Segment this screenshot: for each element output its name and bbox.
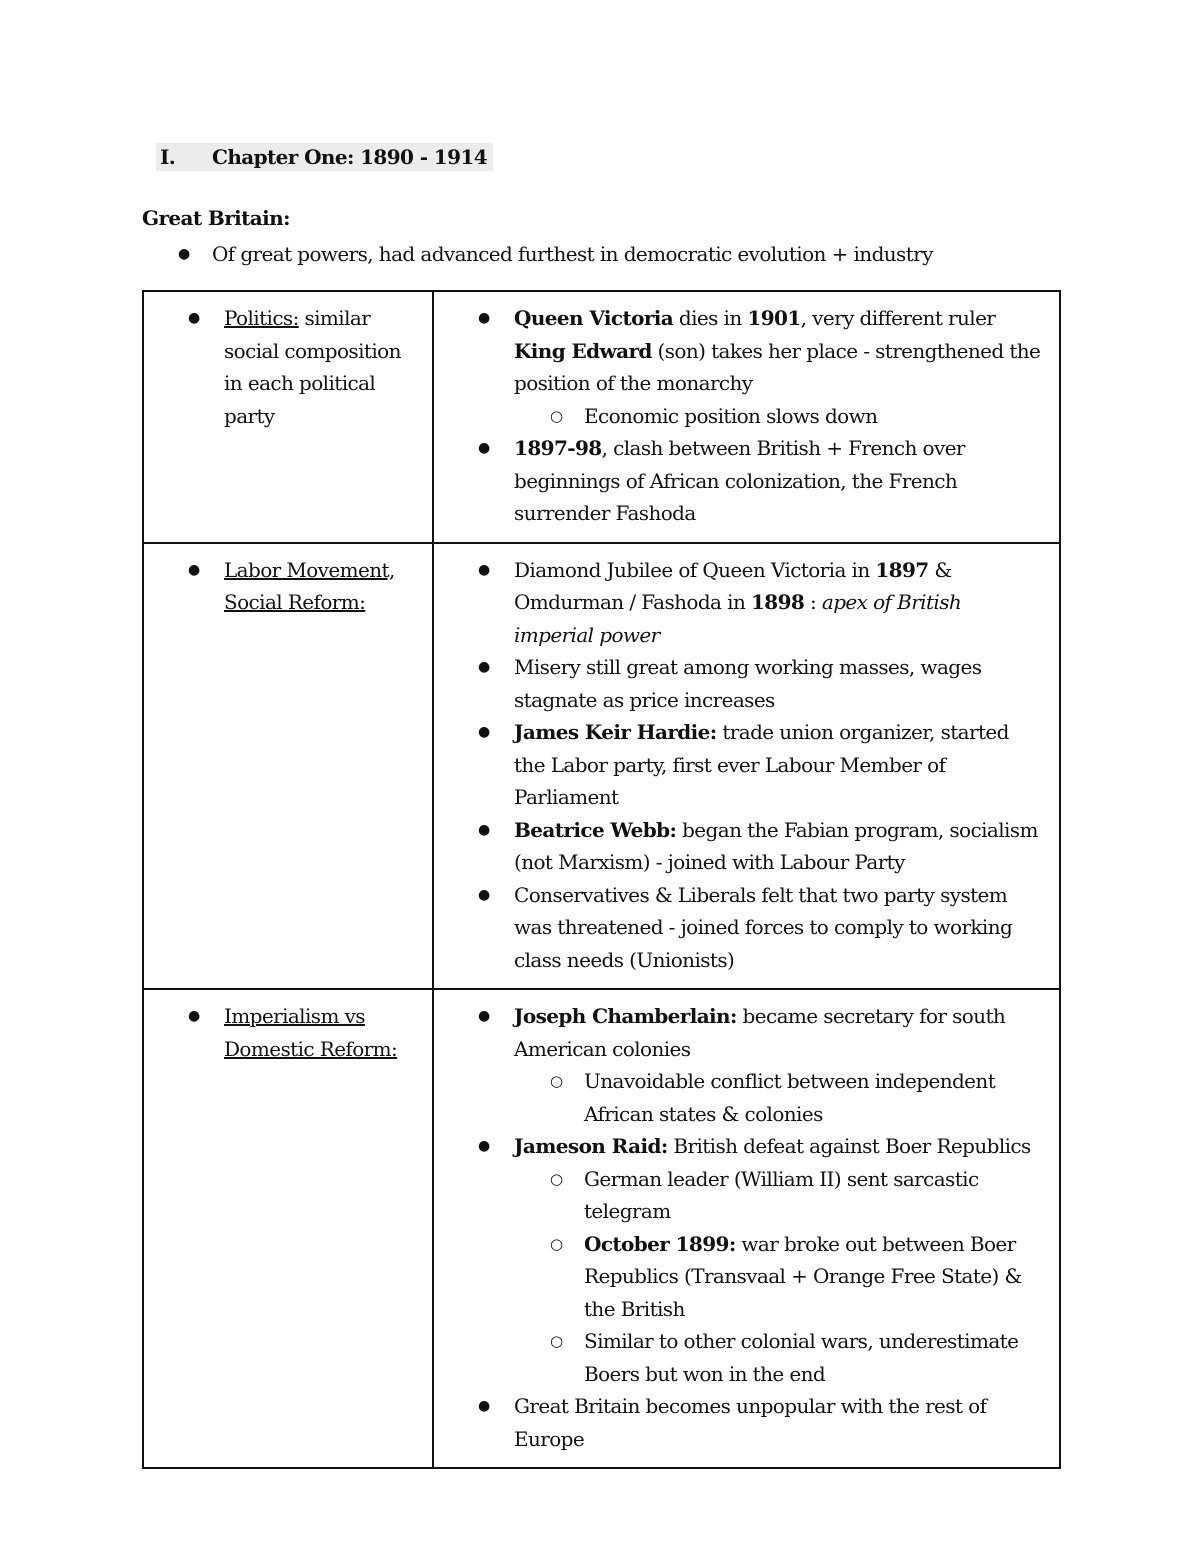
bullet-icon: ● [188, 1008, 201, 1024]
topic-cell [143, 543, 433, 990]
topic-cell [143, 291, 433, 543]
intro-text: Of great powers, had advanced furthest in democratic evolution + industry [212, 242, 933, 266]
notes-list [478, 1000, 1045, 1455]
bold-text: King Edward [514, 338, 652, 363]
text-run: dies in [673, 306, 748, 330]
topic-label: Labor Movement, Social Reform: [224, 557, 395, 614]
topic-list [188, 302, 418, 432]
text-run: war broke out between Boer Republics (Transvaal + Orange Free State) & the British [584, 1231, 1022, 1321]
sub-note-item [550, 1325, 1045, 1390]
topic-item [188, 1000, 418, 1065]
text-run: Economic position slows down [584, 403, 878, 428]
text-run: & Omdurman / Fashoda in [514, 557, 952, 614]
topic-list [188, 1000, 418, 1065]
text-run: : [804, 590, 822, 614]
sub-bullet-icon: ○ [550, 406, 564, 425]
chapter-title: Chapter One: 1890 - 1914 [212, 145, 488, 169]
sub-note-item [550, 1065, 1045, 1130]
bullet-icon: ● [188, 561, 201, 578]
bold-text: Jameson Raid: [514, 1134, 668, 1158]
text-run: , very different ruler [800, 306, 996, 330]
topic-item [188, 302, 418, 432]
bullet-icon: ● [188, 310, 201, 326]
table-row [143, 989, 1060, 1468]
topic-cell-content [144, 990, 432, 1077]
note-item [478, 814, 1045, 879]
note-item [478, 302, 1045, 432]
text-run: Diamond Jubilee of Queen Victoria in [514, 557, 876, 582]
bullet-icon: ● [478, 561, 491, 578]
topic-description: similar social composition in each political party [224, 306, 401, 428]
topic-cell-content [144, 544, 432, 631]
bold-text: 1897-98 [514, 436, 602, 460]
text-run: Similar to other colonial wars, underestimate Boers but won in the end [584, 1329, 1019, 1386]
bold-text: Queen Victoria [514, 306, 674, 330]
topic-item [188, 554, 418, 619]
intro-list [178, 238, 1078, 270]
text-run: began the Fabian program, socialism (not Marxism) - joined with Labour Party [514, 817, 1038, 874]
topic-label: Politics: [224, 306, 299, 330]
text-run: Conservatives & Liberals felt that two party system was threatened - joined forces to comply to working class needs (Unionists) [514, 882, 1013, 972]
section-title: Great Britain: [142, 206, 290, 230]
topic-cell-content [144, 292, 432, 444]
sub-bullet-icon: ○ [550, 1072, 564, 1090]
text-run: Unavoidable conflict between independent African states & colonies [584, 1069, 996, 1126]
sub-notes-list [514, 1065, 1045, 1130]
notes-cell [433, 543, 1060, 990]
bold-text: October 1899: [584, 1231, 736, 1256]
text-run: Misery still great among working masses, wages stagnate as price increases [514, 655, 982, 712]
text-run: German leader (William II) sent sarcastic telegram [584, 1166, 979, 1223]
sub-bullet-icon: ○ [550, 1332, 564, 1350]
bullet-icon: ● [178, 246, 191, 262]
sub-note-item [550, 1163, 1045, 1228]
bullet-icon: ● [478, 886, 491, 903]
bullet-icon: ● [478, 1138, 491, 1154]
text-run: British defeat against Boer Republics [667, 1134, 1031, 1158]
bullet-icon: ● [478, 1398, 491, 1414]
italic-text: apex of British imperial power [514, 590, 962, 647]
bullet-icon: ● [478, 310, 491, 326]
chapter-number: I. [160, 145, 176, 169]
topic-cell [143, 989, 433, 1468]
bullet-icon: ● [478, 1008, 491, 1024]
chapter-heading [156, 143, 493, 171]
text-run: Great Britain becomes unpopular with the rest of Europe [514, 1394, 987, 1451]
notes-table [142, 290, 1061, 1469]
bold-text: James Keir Hardie: [514, 720, 717, 744]
notes-list [478, 554, 1045, 977]
sub-note-item [550, 400, 1045, 433]
intro-item [178, 238, 1078, 270]
notes-cell [433, 989, 1060, 1468]
notes-cell-content [434, 990, 1059, 1467]
topic-label: Imperialism vs Domestic Reform: [224, 1004, 398, 1061]
note-item [478, 651, 1045, 716]
notes-list [478, 302, 1045, 530]
text-run: became secretary for south American colonies [514, 1004, 1006, 1061]
note-item [478, 879, 1045, 977]
table-row [143, 543, 1060, 990]
text-run: , clash between British + French over beginnings of African colonization, the French surrender Fashoda [514, 436, 965, 525]
bullet-icon: ● [478, 440, 491, 456]
topic-list [188, 554, 418, 619]
note-item [478, 1000, 1045, 1130]
bullet-icon: ● [478, 724, 491, 740]
text-run: trade union organizer, started the Labor party, first ever Labour Member of Parliament [514, 720, 1009, 809]
bold-text: 1897 [875, 557, 929, 582]
bold-text: Joseph Chamberlain: [514, 1004, 737, 1028]
bold-text: 1898 [750, 590, 805, 614]
bold-text: 1901 [747, 306, 801, 330]
note-item [478, 554, 1045, 652]
sub-notes-list [514, 400, 1045, 433]
bullet-icon: ● [478, 821, 491, 838]
bold-text: Beatrice Webb: [514, 817, 677, 842]
table-row [143, 291, 1060, 543]
notes-cell-content [434, 292, 1059, 542]
sub-notes-list [514, 1163, 1045, 1391]
bullet-icon: ● [478, 659, 491, 675]
sub-note-item [550, 1228, 1045, 1326]
sub-bullet-icon: ○ [550, 1234, 564, 1253]
note-item [478, 716, 1045, 814]
note-item [478, 1390, 1045, 1455]
sub-bullet-icon: ○ [550, 1169, 564, 1188]
text-run: (son) takes her place - strengthened the position of the monarchy [514, 338, 1041, 395]
notes-cell [433, 291, 1060, 543]
note-item [478, 1130, 1045, 1390]
note-item [478, 432, 1045, 530]
notes-cell-content [434, 544, 1059, 989]
